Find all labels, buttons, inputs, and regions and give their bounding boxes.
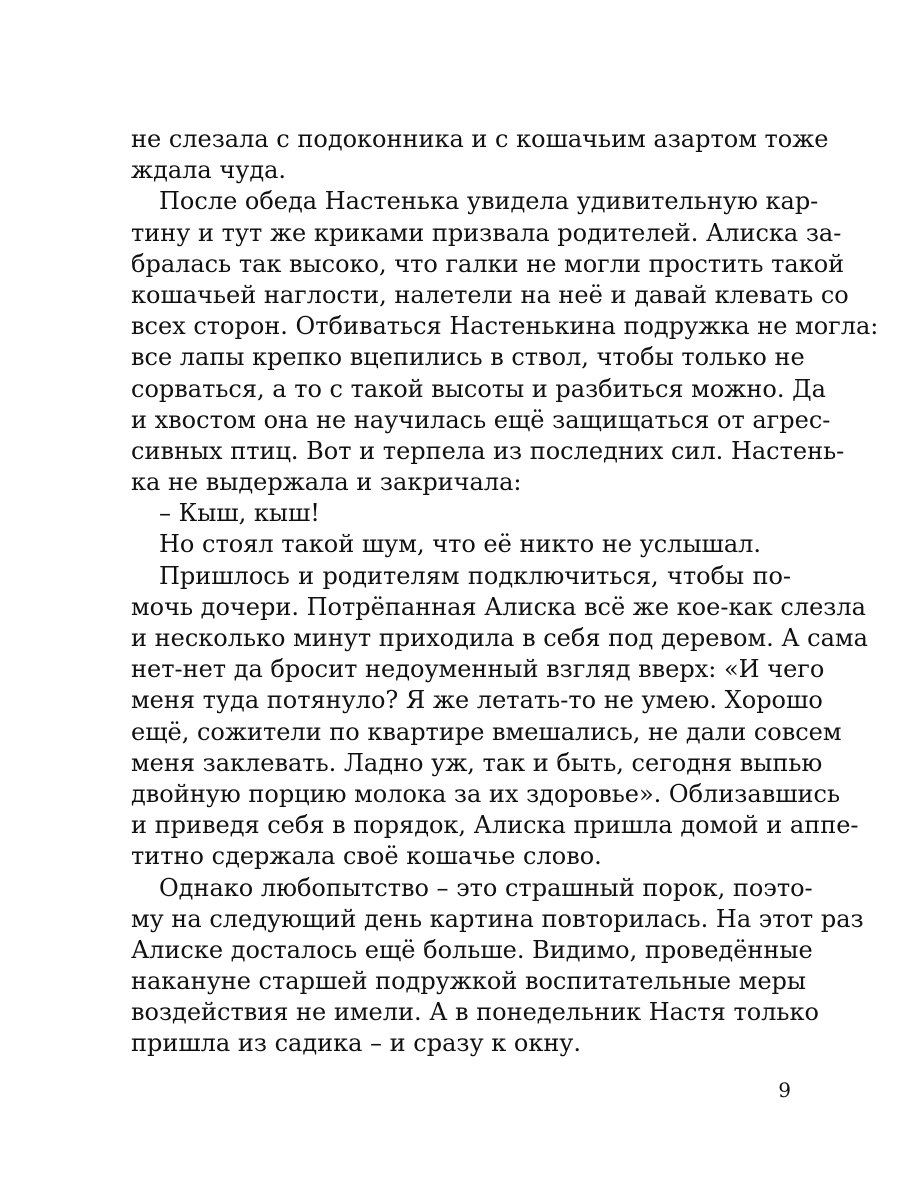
text-line: меня туда потянуло? Я же летать-то не умею. Хорошо <box>131 686 823 715</box>
text-line: После обеда Настенька увидела удивительную кар- <box>159 187 819 216</box>
text-line: му на следующий день картина повторилась. На этот раз <box>131 904 864 933</box>
text-line: Но стоял такой шум, что её никто не услышал. <box>159 530 762 559</box>
text-line: меня заклевать. Ладно уж, так и быть, сегодня выпью <box>131 748 823 777</box>
text-line: не слезала с подоконника и с кошачьим азартом тоже <box>131 125 829 153</box>
text-line: Пришлось и родителям подключиться, чтобы по- <box>159 561 791 590</box>
text-line: сивных птиц. Вот и терпела из последних сил. Настень- <box>131 436 845 465</box>
text-line: пришла из садика – и сразу к окну. <box>131 1029 582 1058</box>
text-line: двойную порцию молока за их здоровье». Облизавшись <box>131 779 841 808</box>
text-line: воздействия не имели. А в понедельник Настя только <box>131 998 819 1027</box>
text-line: ка не выдержала и закричала: <box>131 468 522 497</box>
text-line: накануне старшей подружкой воспитательные меры <box>131 967 806 996</box>
text-line: Алиске досталось ещё больше. Видимо, проведённые <box>131 935 813 964</box>
text-line: все лапы крепко вцепились в ствол, чтобы только не <box>131 343 805 372</box>
text-line: ещё, сожители по квартире вмешались, не дали совсем <box>131 717 842 746</box>
text-line: сорваться, а то с такой высоты и разбиться можно. Да <box>131 374 826 403</box>
body-text <box>131 124 879 1060</box>
text-line: – Кыш, кыш! <box>159 499 320 528</box>
text-line: Однако любопытство – это страшный порок, поэто- <box>159 873 813 902</box>
text-line: всех сторон. Отбиваться Настенькина подружка не могла: <box>131 312 879 341</box>
text-line: тину и тут же криками призвала родителей. Алиска за- <box>131 218 842 247</box>
text-line: и несколько минут приходила в себя под деревом. А сама <box>131 624 868 652</box>
text-line: мочь дочери. Потрёпанная Алиска всё же кое-как слезла <box>131 592 866 621</box>
text-line: бралась так высоко, что галки не могли простить такой <box>131 249 845 278</box>
text-line: кошачьей наглости, налетели на неё и давай клевать со <box>131 280 849 309</box>
text-line: ждала чуда. <box>131 156 287 185</box>
page-number: 9 <box>778 1078 791 1102</box>
text-line: титно сдержала своё кошачье слово. <box>131 842 602 871</box>
text-line: и хвостом она не научилась ещё защищаться от агрес- <box>131 405 831 434</box>
text-line: и приведя себя в порядок, Алиска пришла домой и аппе- <box>131 811 859 840</box>
text-line: нет-нет да бросит недоуменный взгляд вверх: «И чего <box>131 655 825 684</box>
